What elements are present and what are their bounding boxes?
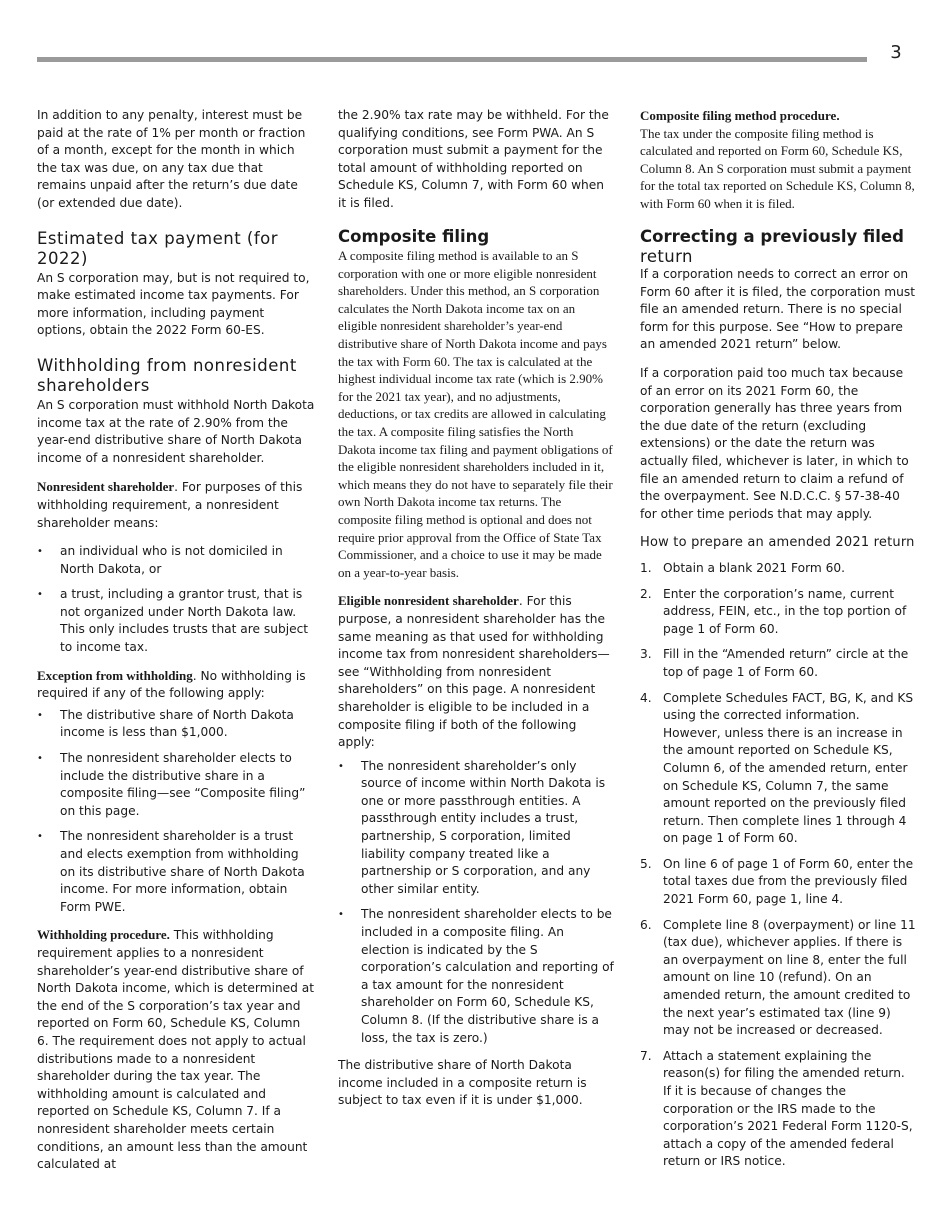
header-rule <box>37 57 867 62</box>
list-item: • The nonresident shareholder’s only source of income within North Dakota is one or more passthrough entities. A passthrough entity includes a trust, partnership, S corporation, limited liability company treated like a partnership or S corporation, and any other similar entity. <box>338 758 606 896</box>
list-item: • The nonresident shareholder elects to include the distributive share in a composite filing—see “Composite filing” on this page. <box>37 751 306 818</box>
column-3 <box>640 107 916 1179</box>
composite-filing-heading: Composite filing <box>338 226 490 246</box>
composite-filing-paragraph: A composite filing method is available to an S corporation with one or more eligible nonresident shareholders. Under this method, an S corporation calculates the North Dakota income tax on an eligible nonresident shareholder’s year-end distributive share of North Dakota income and pays the tax with Form 60. The tax is calculated at the highest individual income tax rate (which is 2.90% for the 2021 tax year), and no adjustments, deductions, or tax credits are allowed in calculating the tax. A composite filing satisfies the North Dakota income tax filing and payment obligations of the eligible nonresident shareholders included in it, which means they do not have to separately file their own North Dakota income tax returns. The composite filing method is optional and does not require prior approval from the Office of State Tax Commissioner, and a choice to use it may be made on a year-to-year basis. <box>338 248 613 580</box>
interest-paragraph: In addition to any penalty, interest must be paid at the rate of 1% per month or fraction of a month, except for the month in which the tax was due, on any tax due that remains unpaid after the return’s due date (or extended due date). <box>37 108 306 210</box>
list-item: 4. Complete Schedules FACT, BG, K, and KS using the corrected information. However, unless there is an increase in the amount reported on Schedule KS, Column 6, of the amended return, enter on Schedule KS, Column 7, the same amount reported on the previously filed return. Then complete lines 1 through 4 on page 1 of Form 60. <box>640 690 914 846</box>
composite-method-lead: Composite filing method procedure. <box>640 108 840 123</box>
closing-paragraph: The distributive share of North Dakota income included in a composite return is subject to tax even if it is under $1,000. <box>338 1058 587 1108</box>
exception-lead: Exception from withholding <box>37 667 193 683</box>
column-2 <box>338 107 614 1121</box>
correcting-heading: Correcting a previously filed <box>640 226 904 246</box>
how-to-heading: How to prepare an amended 2021 return <box>640 535 915 551</box>
withholding-paragraph: An S corporation must withhold North Dakota income tax at the rate of 2.90% from the year-end distributive share of North Dakota income of a nonresident shareholder. <box>37 397 315 465</box>
list-item: • The nonresident shareholder elects to be included in a composite filing. An election is indicated by the S corporation’s calculation and reporting of a tax amount for the nonresident shareholder on Form 60, Schedule KS, Column 8. (If the distributive share is a loss, the tax is zero.) <box>338 907 614 1045</box>
page-number: 3 <box>890 42 902 63</box>
list-item: 6. Complete line 8 (overpayment) or line 11 (tax due), whichever applies. If there is an overpayment on line 8, enter the full amount on line 10 (refund). On an amended return, the amount credited to the next year’s estimated tax (line 9) may not be increased or decreased. <box>640 917 916 1038</box>
composite-method-paragraph: Composite filing method procedure. The tax under the composite filing method is calculated and reported on Form 60, Schedule KS, Column 8. An S corporation must submit a payment for the total tax reported on Schedule KS, Column 8, with Form 60 when it is filed. <box>640 108 915 211</box>
steps-list <box>640 560 916 1171</box>
exception-paragraph: Exception from withholding. No withholding is required if any of the following apply: <box>37 667 306 701</box>
column-1 <box>37 107 315 1185</box>
list-item: • The distributive share of North Dakota income is less than $1,000. <box>37 707 294 740</box>
eligible-shareholder-paragraph: Eligible nonresident shareholder. For this purpose, a nonresident shareholder has the same meaning as that used for withholding income tax from nonresident shareholders—see “Withholding from nonresident shareholders” on this page. A nonresident shareholder is eligible to be included in a composite filing if both of the following apply: <box>338 593 610 750</box>
withholding-procedure-lead: Withholding procedure. <box>37 927 170 943</box>
eligible-shareholder-lead: Eligible nonresident shareholder <box>338 593 519 609</box>
correcting-heading-cont: return <box>640 247 693 267</box>
correcting-paragraph-1: If a corporation needs to correct an error on Form 60 after it is filed, the corporation must file an amended return. There is no special form for this purpose. See “How to prepare an amended 2021 return” below. <box>640 267 916 352</box>
list-item: • an individual who is not domiciled in North Dakota, or <box>37 544 283 576</box>
eligible-list <box>338 758 614 1048</box>
estimated-tax-paragraph: An S corporation may, but is not required to, make estimated income tax payments. For more information, including payment options, obtain the 2022 Form 60-ES. <box>37 270 310 338</box>
estimated-tax-heading: Estimated tax payment (for 2022) <box>37 228 279 269</box>
nonresident-shareholder-lead: Nonresident shareholder <box>37 479 175 495</box>
withholding-heading: Withholding from nonresident shareholders <box>37 355 297 396</box>
exception-list <box>37 707 315 917</box>
withholding-procedure-paragraph: Withholding procedure. This withholding requirement applies to a nonresident shareholder’s year-end distributive share of North Dakota income, which is determined at the end of the S corporation’s tax year and reported on Form 60, Schedule KS, Column 6. The requirement does not apply to actual distributions made to a nonresident shareholder during the tax year. The withholding amount is calculated and reported on Schedule KS, Column 7. If a nonresident shareholder meets certain conditions, an amount less than the amount calculated at <box>37 927 315 1172</box>
list-item: 2. Enter the corporation’s name, current address, FEIN, etc., in the top portion of page 1 of Form 60. <box>640 586 907 636</box>
nonresident-list <box>37 543 315 657</box>
list-item: 5. On line 6 of page 1 of Form 60, enter the total taxes due from the previously filed 2021 Form 60, page 1, line 4. <box>640 856 914 907</box>
nonresident-shareholder-paragraph: Nonresident shareholder. For purposes of this withholding requirement, a nonresident shareholder means: <box>37 479 303 530</box>
list-item: 3. Fill in the “Amended return” circle at the top of page 1 of Form 60. <box>640 647 909 679</box>
continued-paragraph: the 2.90% tax rate may be withheld. For the qualifying conditions, see Form PWA. An S corporation must submit a payment for the total amount of withholding reported on Schedule KS, Column 7, with Form 60 when it is filed. <box>338 108 609 210</box>
list-item: 1. Obtain a blank 2021 Form 60. <box>640 560 845 575</box>
list-item: 7. Attach a statement explaining the reason(s) for filing the amended return. If it is because of changes the corporation or the IRS made to the corporation’s 2021 Federal Form 1120-S, attach a copy of the amended federal return or IRS notice. <box>640 1048 913 1169</box>
list-item: • The nonresident shareholder is a trust and elects exemption from withholding on its distributive share of North Dakota income. For more information, obtain Form PWE. <box>37 829 305 914</box>
list-item: • a trust, including a grantor trust, that is not organized under North Dakota law. This only includes trusts that are subject to income tax. <box>37 587 309 655</box>
correcting-paragraph-2: If a corporation paid too much tax because of an error on its 2021 Form 60, the corporation generally has three years from the due date of the return (excluding extensions) or the date the return was actually filed, whichever is later, in which to file an amended return to claim a refund of the overpayment. See N.D.C.C. § 57-38-40 for other time periods that may apply. <box>640 366 909 521</box>
